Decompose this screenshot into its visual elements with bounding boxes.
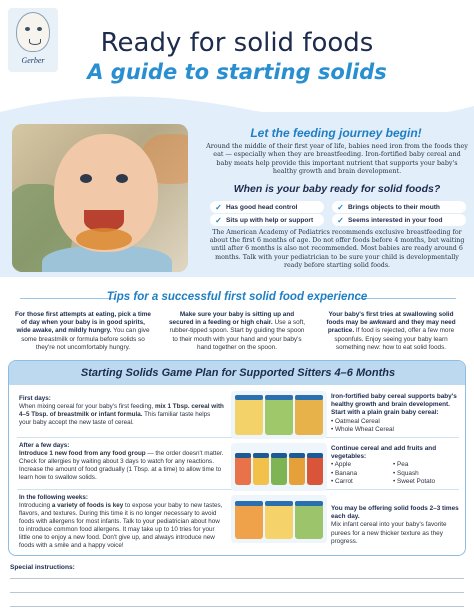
page-subtitle: A guide to starting solids	[87, 60, 387, 84]
journey-text: Around the middle of their first year of life, babies need iron from the foods they eat — especially when they are breastfeeding. Iron-fortified baby cereal and baby meats help provide this important nutrient that supports your baby's healthy growth and brain development.	[206, 142, 468, 176]
game-plan-panel	[8, 360, 466, 556]
checkmark-icon: ✓	[337, 215, 344, 225]
tip-timing: For those first attempts at eating, pick a time of day when your baby is in good spirits, wide awake, and mildly hungry. You can give some breastmilk or formula before solids so they're not uncomfortably hungry.	[14, 311, 151, 351]
readiness-heading: When is your baby ready for solid foods?	[233, 183, 441, 195]
brand-name: Gerber	[21, 56, 45, 65]
page-title: Ready for solid foods	[100, 28, 374, 58]
check-interested	[332, 214, 466, 226]
aap-recommendation: The American Academy of Pediatrics recommends exclusive breastfeeding for about the first 6 months of age. Do not offer foods before 4 months, but waiting until after 6 months is also not recommended. Most babies are ready around 6 months. Talk with your pediatrician to be sure your child is developmentally ready before starting solid foods.	[209, 229, 465, 269]
writing-line	[10, 592, 464, 593]
check-label: Sits up with help or support	[226, 216, 314, 224]
tip-seating: Make sure your baby is sitting up and secured in a feeding or high chair. Use a soft, rubber-tipped spoon. Start by guiding the spoon to their mouth with your hand and your baby's hand together on the spoon.	[168, 311, 306, 351]
tips-heading: Tips for a successful first solid food experience	[106, 291, 368, 303]
writing-line	[10, 606, 464, 607]
plan-few-days: After a few days: Introduce 1 new food from any food group — the order doesn't matter. Check for allergies by waiting about 3 days to watch for any reactions. Increase the amount of food gradually (1 Tbsp. at a time) to allow time to learn how to swallow solids.	[19, 442, 224, 481]
checkmark-icon: ✓	[215, 215, 222, 225]
check-head-control	[210, 201, 324, 213]
plan-following-weeks: In the following weeks: Introducing a variety of foods is key to expose your baby to new tastes, flavors, and textures. During this time it is no longer necessary to avoid foods with allergens for most infants. Talk to your pediatrician about how to introduce common food allergens. It may take up to 10 tries for your little one to enjoy a new food. Don't give up, and always introduce new foods with a smile and a happy voice!	[19, 494, 223, 549]
baby-photo	[12, 124, 188, 272]
game-plan-heading: Starting Solids Game Plan for Supported Sitters 4–6 Months	[9, 361, 466, 385]
writing-line	[10, 578, 464, 579]
plan-fruit-veg-info: Continue cereal and add fruits and vegetables: • Apple • Banana • Carrot • Pea • Squash • Sweet Potato	[331, 445, 437, 485]
check-label: Seems interested in your food	[348, 216, 443, 224]
special-instructions-label: Special instructions:	[10, 564, 75, 571]
check-label: Brings objects to their mouth	[348, 203, 440, 211]
check-brings-objects	[332, 201, 466, 213]
tip-practice: Your baby's first tries at swallowing solid foods may be awkward and they may need practice. If food is rejected, offer a few more spoonfuls. Enjoy seeing your baby learn something new: how to eat solid foods.	[326, 311, 456, 351]
cereal-products-image	[231, 391, 327, 439]
plan-frequency-info: You may be offering solid foods 2–3 times each day. Mix infant cereal into your baby's favorite purees for a new thicker texture as they progress.	[331, 505, 459, 545]
journey-heading: Let the feeding journey begin!	[250, 126, 422, 140]
check-sits-up	[210, 214, 324, 226]
plan-first-days: First days: When mixing cereal for your baby's first feeding, mix 1 Tbsp. cereal with 4–5 Tbsp. of breastmilk or infant formula. This familiar taste helps your baby accept the new taste of cereal.	[19, 395, 224, 426]
checkmark-icon: ✓	[215, 202, 222, 212]
multi-food-products-image	[231, 495, 327, 543]
plan-cereal-info: Iron-fortified baby cereal supports baby's healthy growth and brain development. Start with a plain grain baby cereal: • Oatmeal Cereal • Whole Wheat Cereal	[331, 393, 457, 433]
fruit-veg-products-image	[231, 443, 327, 491]
checkmark-icon: ✓	[337, 202, 344, 212]
check-label: Has good head control	[226, 203, 298, 211]
